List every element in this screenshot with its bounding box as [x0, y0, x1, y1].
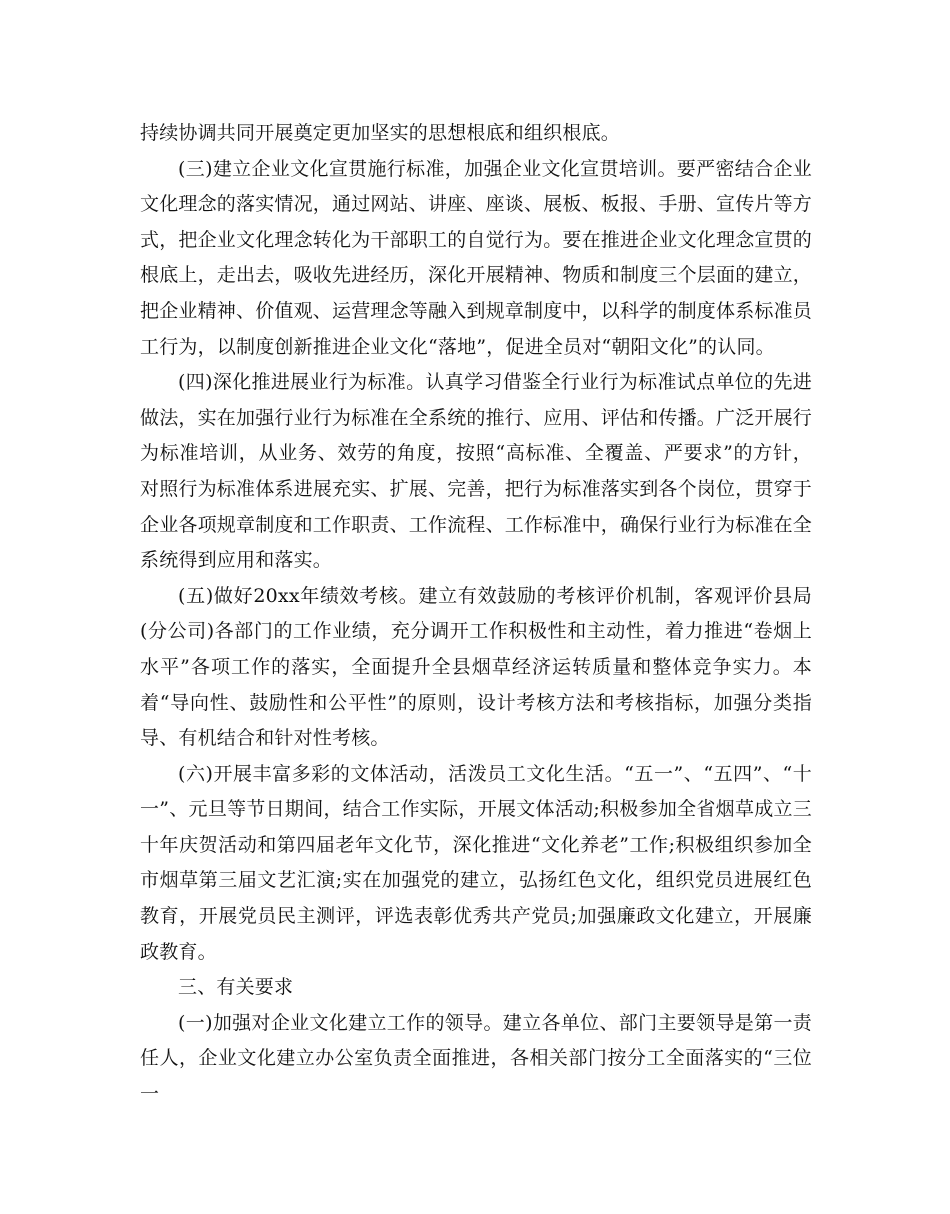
section-heading-requirements: 三、有关要求 [178, 976, 294, 999]
paragraph-section-6: (六)开展丰富多彩的文体活动，活泼员工文化生活。“五一”、“五四”、“十一”、元旦等节日期间，结合工作实际，开展文体活动;积极参加全省烟草成立三十年庆贺活动和第四届老年文化节，深化推进“文化养老”工作;积极组织参加全市烟草第三届文艺汇演;实在加强党的建立，弘扬红色文化，组织党员进展红色教育，开展党员民主测评，评选表彰优秀共产党员;加强廉政文化建立，开展廉政教育。 [140, 762, 812, 963]
paragraph-section-3: (三)建立企业文化宣贯施行标准，加强企业文化宣贯培训。要严密结合企业文化理念的落实情况，通过网站、讲座、座谈、展板、板报、手册、宣传片等方式，把企业文化理念转化为干部职工的自觉行为。要在推进企业文化理念宣贯的根底上，走出去，吸收先进经历，深化开展精神、物质和制度三个层面的建立，把企业精神、价值观、运营理念等融入到规章制度中，以科学的制度体系标准员工行为，以制度创新推进企业文化“落地”，促进全员对“朝阳文化”的认同。 [140, 157, 813, 358]
document-body [140, 116, 812, 1113]
paragraph-continuation: 持续协调共同开展奠定更加坚实的思想根底和组织根底。 [140, 122, 621, 144]
paragraph-requirement-1: (一)加强对企业文化建立工作的领导。建立各单位、部门主要领导是第一责任人，企业文化建立办公室负责全面推进，各相关部门按分工全面落实的“三位一 [140, 1011, 812, 1106]
paragraph-section-5: (五)做好20xx年绩效考核。建立有效鼓励的考核评价机制，客观评价县局(分公司)各部门的工作业绩，充分调开工作积极性和主动性，着力推进“卷烟上水平”各项工作的落实，全面提升全县烟草经济运转质量和整体竞争实力。本着“导向性、鼓励性和公平性”的原则，设计考核方法和考核指标，加强分类指导、有机结合和针对性考核。 [140, 584, 812, 750]
paragraph-section-4: (四)深化推进展业行为标准。认真学习借鉴全行业行为标准试点单位的先进做法，实在加强行业行为标准在全系统的推行、应用、评估和传播。广泛开展行为标准培训，从业务、效劳的角度，按照“高标准、全覆盖、严要求”的方针，对照行为标准体系进展充实、扩展、完善，把行为标准落实到各个岗位，贯穿于企业各项规章制度和工作职责、工作流程、工作标准中，确保行业行为标准在全系统得到应用和落实。 [140, 371, 813, 572]
